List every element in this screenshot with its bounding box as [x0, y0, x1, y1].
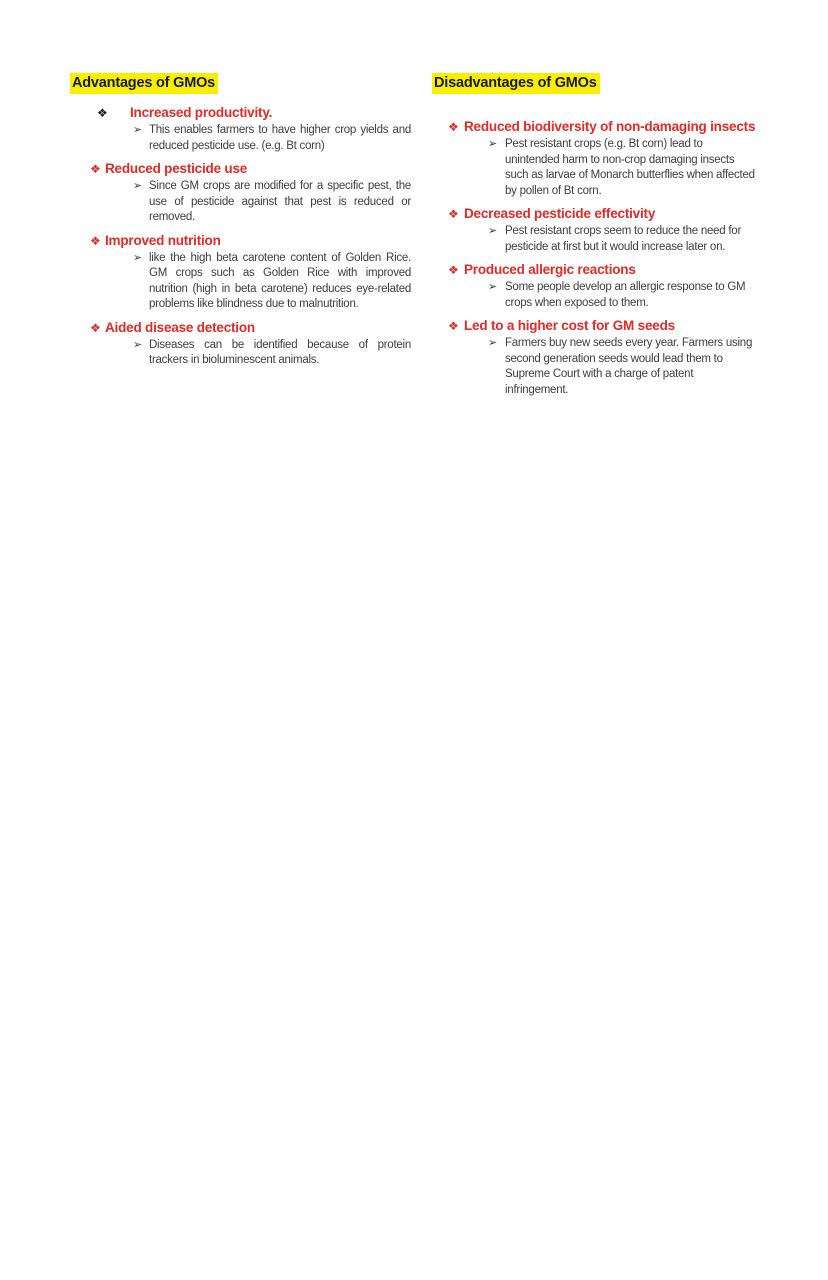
column-disadvantages	[432, 72, 772, 398]
arrow-bullet-icon: ➢	[133, 180, 143, 192]
section-title-row	[70, 72, 420, 94]
diamond-bullet-icon: ❖	[90, 162, 101, 176]
item-heading: Increased productivity.	[130, 105, 273, 120]
item-heading-row	[432, 117, 772, 137]
arrow-bullet-icon: ➢	[488, 138, 498, 150]
item-point: Pest resistant crops (e.g. Bt corn) lead to unintended harm to non-crop damaging insects such as larvae of Monarch butterflies when affected by pollen of Bt corn.	[505, 138, 755, 197]
item-point: Since GM crops are modified for a specific pest, the use of pesticide against that pest is reduced or removed.	[149, 180, 411, 223]
item-point: Diseases can be identified because of protein trackers in bioluminescent animals.	[149, 338, 411, 366]
item-heading-row	[70, 103, 420, 123]
sub-point-row	[432, 224, 772, 255]
column-advantages	[70, 72, 420, 369]
item-heading-row	[70, 318, 420, 338]
item-point: Some people develop an allergic response to GM crops when exposed to them.	[505, 281, 746, 309]
item-heading: Reduced biodiversity of non-damaging insects	[464, 119, 756, 134]
arrow-bullet-icon: ➢	[133, 124, 143, 136]
item-heading: Produced allergic reactions	[464, 262, 636, 277]
item-point: Farmers buy new seeds every year. Farmers using second generation seeds would lead them to Supreme Court with a charge of patent infringement.	[505, 337, 753, 396]
list-item	[432, 316, 772, 398]
advantages-list	[70, 103, 420, 369]
list-item	[70, 318, 420, 369]
list-item	[70, 231, 420, 313]
item-heading: Improved nutrition	[105, 232, 221, 248]
item-heading: Reduced pesticide use	[105, 161, 248, 176]
diamond-bullet-icon: ❖	[90, 233, 101, 248]
sub-point-row	[432, 137, 772, 199]
item-heading-row	[70, 159, 420, 179]
item-heading-row	[432, 260, 772, 280]
arrow-bullet-icon: ➢	[488, 225, 498, 237]
item-point: This enables farmers to have higher crop yields and reduced pesticide use. (e.g. Bt corn)	[149, 124, 411, 152]
diamond-bullet-icon: ❖	[448, 120, 459, 134]
item-point: Pest resistant crops seem to reduce the need for pesticide at first but it would increase later on.	[505, 225, 742, 253]
list-item	[432, 260, 772, 311]
sub-point-row	[432, 280, 772, 311]
disadvantages-list	[432, 117, 772, 398]
list-item	[70, 103, 420, 154]
list-item	[432, 117, 772, 199]
item-heading-row	[70, 231, 420, 251]
sub-point-row	[70, 123, 420, 154]
arrow-bullet-icon: ➢	[488, 337, 498, 349]
item-heading-row	[432, 204, 772, 224]
diamond-bullet-icon: ❖	[97, 106, 108, 120]
item-heading: Decreased pesticide effectivity	[464, 206, 656, 221]
item-heading: Aided disease detection	[105, 319, 255, 335]
arrow-bullet-icon: ➢	[133, 251, 143, 264]
section-title-row	[432, 72, 772, 94]
diamond-bullet-icon: ❖	[90, 320, 101, 335]
diamond-bullet-icon: ❖	[448, 207, 459, 221]
item-point: like the high beta carotene content of Golden Rice. GM crops such as Golden Rice with improved nutrition (high in beta carotene) reduces eye-related problems like blindness due to malnutrition.	[149, 251, 411, 310]
list-item	[70, 159, 420, 226]
disadvantages-title-highlight: Disadvantages of GMOs	[432, 73, 600, 94]
diamond-bullet-icon: ❖	[448, 319, 459, 333]
item-heading: Led to a higher cost for GM seeds	[464, 318, 675, 333]
diamond-bullet-icon: ❖	[448, 263, 459, 277]
arrow-bullet-icon: ➢	[488, 281, 498, 293]
item-heading-row	[432, 316, 772, 336]
sub-point-row	[70, 179, 420, 226]
list-item	[432, 204, 772, 255]
advantages-title-highlight: Advantages of GMOs	[70, 73, 218, 94]
sub-point-row	[70, 251, 420, 313]
sub-point-row	[432, 336, 772, 398]
sub-point-row	[70, 338, 420, 369]
arrow-bullet-icon: ➢	[133, 338, 143, 351]
